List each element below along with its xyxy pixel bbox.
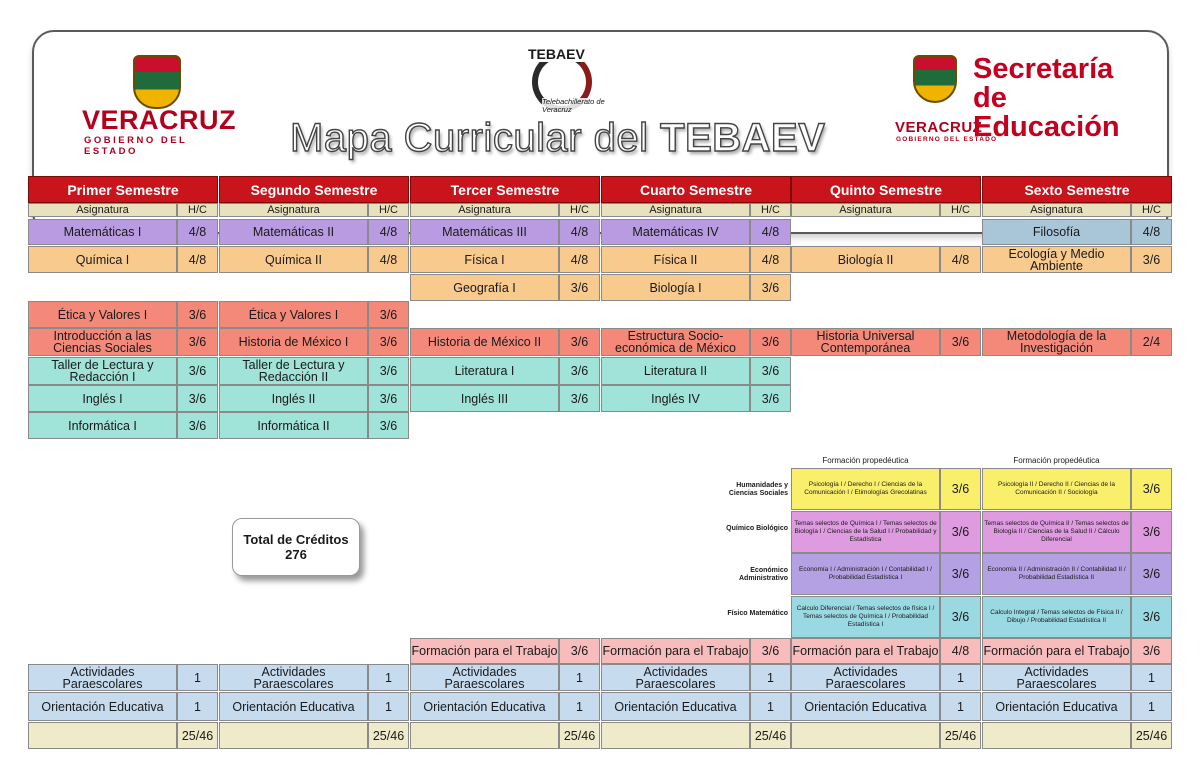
propedeutica-label: Formación propedéutica — [822, 456, 909, 465]
subject-cell: Inglés II — [219, 385, 368, 412]
semester-header: Quinto Semestre — [791, 176, 981, 203]
subject-cell: Informática I — [28, 412, 177, 439]
column-header-hours: H/C — [559, 203, 600, 217]
subject-cell: Literatura II — [601, 357, 750, 385]
paraescolares-cell: Actividades Paraescolares — [28, 664, 177, 691]
hours-cell: 3/6 — [1131, 468, 1172, 510]
hours-cell: 1 — [368, 692, 409, 721]
propedeutica-subjects: Temas selectos de Química II / Temas selectos de Biología II / Ciencias de la Salud II / Cálculo Diferencial — [982, 511, 1131, 553]
orientacion-cell: Orientación Educativa — [982, 692, 1131, 721]
hours-cell: 3/6 — [940, 468, 981, 510]
subject-cell: Química I — [28, 246, 177, 273]
column-header-subject: Asignatura — [219, 203, 368, 217]
secretaria-title — [973, 55, 1153, 142]
subject-cell: Matemáticas I — [28, 219, 177, 245]
subject-cell: Química II — [219, 246, 368, 273]
hours-cell: 3/6 — [559, 638, 600, 664]
page-title — [290, 116, 825, 161]
hours-cell: 3/6 — [940, 511, 981, 553]
hours-cell: 4/8 — [1131, 219, 1172, 245]
subject-cell: Matemáticas III — [410, 219, 559, 245]
column-header-subject: Asignatura — [410, 203, 559, 217]
propedeutica-label: Formación propedéutica — [1013, 456, 1100, 465]
hours-cell: 3/6 — [940, 328, 981, 356]
hours-cell: 3/6 — [750, 274, 791, 301]
hours-cell: 1 — [1131, 692, 1172, 721]
area-label: Químico Biológico — [726, 525, 788, 532]
subject-cell: Matemáticas IV — [601, 219, 750, 245]
semester-total-cell: 25/46 — [1131, 722, 1172, 749]
trabajo-cell: Formación para el Trabajo — [791, 638, 940, 664]
orientacion-cell: Orientación Educativa — [791, 692, 940, 721]
hours-cell: 3/6 — [1131, 511, 1172, 553]
veracruz-wordmark: VERACRUZ — [82, 105, 237, 135]
gobierno-wordmark: GOBIERNO DEL ESTADO — [896, 136, 998, 143]
hours-cell: 3/6 — [177, 301, 218, 328]
subject-cell: Geografía I — [410, 274, 559, 301]
area-label: Físico Matemático — [727, 610, 788, 617]
hours-cell: 4/8 — [750, 246, 791, 273]
hours-cell: 3/6 — [1131, 596, 1172, 638]
total-credits-value: 276 — [285, 547, 307, 562]
tebaev-logo — [528, 44, 608, 122]
hours-cell: 3/6 — [750, 385, 791, 412]
column-header-hours: H/C — [177, 203, 218, 217]
page-title-main: Mapa Curricular del — [290, 116, 649, 160]
hours-cell: 3/6 — [368, 385, 409, 412]
hours-cell: 3/6 — [1131, 553, 1172, 595]
hours-cell: 3/6 — [368, 328, 409, 356]
column-header-hours: H/C — [368, 203, 409, 217]
orientacion-cell: Orientación Educativa — [28, 692, 177, 721]
propedeutica-subjects: Temas selectos de Química I / Temas selectos de Biología I / Ciencias de la Salud I / Probabilidad y Estadística — [791, 511, 940, 553]
subject-cell: Física II — [601, 246, 750, 273]
paraescolares-cell: Actividades Paraescolares — [601, 664, 750, 691]
hours-cell: 1 — [940, 664, 981, 691]
paraescolares-cell: Actividades Paraescolares — [410, 664, 559, 691]
secretaria-line2: de Educación — [973, 82, 1120, 143]
column-header-subject: Asignatura — [982, 203, 1131, 217]
column-header-subject: Asignatura — [601, 203, 750, 217]
propedeutica-subjects: Psicología II / Derecho II / Ciencias de la Comunicación II / Sociología — [982, 468, 1131, 510]
subject-cell: Metodología de la Investigación — [982, 328, 1131, 356]
hours-cell: 1 — [559, 692, 600, 721]
secretaria-line1: Secretaría — [973, 53, 1114, 85]
hours-cell: 1 — [940, 692, 981, 721]
subject-cell: Estructura Socio-económica de México — [601, 328, 750, 356]
hours-cell: 3/6 — [177, 385, 218, 412]
semester-header: Tercer Semestre — [410, 176, 600, 203]
trabajo-cell: Formación para el Trabajo — [410, 638, 559, 664]
semester-total-cell: 25/46 — [177, 722, 218, 749]
total-credits-label: Total de Créditos — [243, 532, 349, 547]
propedeutica-subjects: Economía I / Administración I / Contabilidad I / Probabilidad Estadística I — [791, 553, 940, 595]
semester-header: Segundo Semestre — [219, 176, 409, 203]
propedeutica-subjects: Calculo Integral / Temas selectos de Física II / Dibujo / Probabilidad Estadística II — [982, 596, 1131, 638]
totals-blank-cell — [410, 722, 559, 749]
column-header-hours: H/C — [750, 203, 791, 217]
hours-cell: 3/6 — [940, 596, 981, 638]
hours-cell: 3/6 — [750, 357, 791, 385]
orientacion-cell: Orientación Educativa — [410, 692, 559, 721]
hours-cell: 1 — [750, 692, 791, 721]
hours-cell: 4/8 — [368, 219, 409, 245]
subject-cell: Ética y Valores I — [219, 301, 368, 328]
hours-cell: 2/4 — [1131, 328, 1172, 356]
hours-cell: 3/6 — [1131, 246, 1172, 273]
subject-cell: Introducción a las Ciencias Sociales — [28, 328, 177, 356]
hours-cell: 4/8 — [177, 246, 218, 273]
propedeutica-subjects: Psicología I / Derecho I / Ciencias de la Comunicación I / Etimologías Grecolatinas — [791, 468, 940, 510]
hours-cell: 3/6 — [940, 553, 981, 595]
hours-cell: 3/6 — [368, 301, 409, 328]
subject-cell: Historia Universal Contemporánea — [791, 328, 940, 356]
paraescolares-cell: Actividades Paraescolares — [791, 664, 940, 691]
hours-cell: 3/6 — [368, 357, 409, 385]
hours-cell: 4/8 — [559, 246, 600, 273]
subject-cell: Informática II — [219, 412, 368, 439]
propedeutica-subjects: Economía II / Administración II / Contabilidad II / Probabilidad Estadística II — [982, 553, 1131, 595]
subject-cell: Taller de Lectura y Redacción II — [219, 357, 368, 385]
hours-cell: 3/6 — [750, 638, 791, 664]
secretaria-logo — [893, 55, 1153, 145]
subject-cell: Historia de México II — [410, 328, 559, 356]
hours-cell: 1 — [368, 664, 409, 691]
hours-cell: 4/8 — [940, 638, 981, 664]
hours-cell: 3/6 — [559, 385, 600, 412]
hours-cell: 4/8 — [177, 219, 218, 245]
paraescolares-cell: Actividades Paraescolares — [982, 664, 1131, 691]
subject-cell: Inglés IV — [601, 385, 750, 412]
column-header-subject: Asignatura — [28, 203, 177, 217]
hours-cell: 3/6 — [177, 328, 218, 356]
totals-blank-cell — [28, 722, 177, 749]
hours-cell: 3/6 — [559, 328, 600, 356]
subject-cell: Biología I — [601, 274, 750, 301]
semester-header: Primer Semestre — [28, 176, 218, 203]
coat-of-arms-icon — [913, 55, 957, 103]
semester-total-cell: 25/46 — [940, 722, 981, 749]
hours-cell: 1 — [1131, 664, 1172, 691]
hours-cell: 3/6 — [559, 357, 600, 385]
area-label: Económico Administrativo — [738, 567, 788, 582]
hours-cell: 4/8 — [940, 246, 981, 273]
semester-total-cell: 25/46 — [368, 722, 409, 749]
page-title-bold: TEBAEV — [660, 116, 826, 160]
hours-cell: 4/8 — [368, 246, 409, 273]
hours-cell: 1 — [177, 664, 218, 691]
subject-cell: Inglés III — [410, 385, 559, 412]
subject-cell: Biología II — [791, 246, 940, 273]
semester-header: Cuarto Semestre — [601, 176, 791, 203]
orientacion-cell: Orientación Educativa — [219, 692, 368, 721]
hours-cell: 4/8 — [750, 219, 791, 245]
subject-cell: Literatura I — [410, 357, 559, 385]
subject-cell: Taller de Lectura y Redacción I — [28, 357, 177, 385]
gobierno-wordmark: GOBIERNO DEL ESTADO — [84, 135, 188, 157]
hours-cell: 4/8 — [559, 219, 600, 245]
hours-cell: 1 — [177, 692, 218, 721]
coat-of-arms-icon — [133, 55, 181, 109]
total-credits-box — [232, 518, 360, 576]
area-label: Humanidades y Ciencias Sociales — [728, 482, 788, 497]
trabajo-cell: Formación para el Trabajo — [601, 638, 750, 664]
subject-cell: Física I — [410, 246, 559, 273]
trabajo-cell: Formación para el Trabajo — [982, 638, 1131, 664]
hours-cell: 3/6 — [559, 274, 600, 301]
semester-header: Sexto Semestre — [982, 176, 1172, 203]
totals-blank-cell — [601, 722, 750, 749]
hours-cell: 3/6 — [368, 412, 409, 439]
paraescolares-cell: Actividades Paraescolares — [219, 664, 368, 691]
totals-blank-cell — [791, 722, 940, 749]
semester-total-cell: 25/46 — [750, 722, 791, 749]
orientacion-cell: Orientación Educativa — [601, 692, 750, 721]
subject-cell: Inglés I — [28, 385, 177, 412]
veracruz-wordmark: VERACRUZ — [895, 119, 983, 136]
hours-cell: 3/6 — [177, 412, 218, 439]
column-header-subject: Asignatura — [791, 203, 940, 217]
column-header-hours: H/C — [1131, 203, 1172, 217]
tebaev-wordmark: TEBAEV — [528, 46, 588, 62]
semester-total-cell: 25/46 — [559, 722, 600, 749]
subject-cell: Ética y Valores I — [28, 301, 177, 328]
subject-cell: Filosofía — [982, 219, 1131, 245]
subject-cell: Historia de México I — [219, 328, 368, 356]
subject-cell: Ecología y Medio Ambiente — [982, 246, 1131, 273]
hours-cell: 1 — [750, 664, 791, 691]
totals-blank-cell — [982, 722, 1131, 749]
veracruz-logo-left — [80, 55, 237, 157]
tebaev-subtitle: Telebachillerato de Veracruz — [542, 98, 612, 114]
column-header-hours: H/C — [940, 203, 981, 217]
hours-cell: 3/6 — [177, 357, 218, 385]
propedeutica-subjects: Calculo Diferencial / Temas selectos de física I / Temas selectos de Química I / Probabilidad Estadística I — [791, 596, 940, 638]
hours-cell: 3/6 — [1131, 638, 1172, 664]
totals-blank-cell — [219, 722, 368, 749]
hours-cell: 1 — [559, 664, 600, 691]
subject-cell: Matemáticas II — [219, 219, 368, 245]
hours-cell: 3/6 — [750, 328, 791, 356]
